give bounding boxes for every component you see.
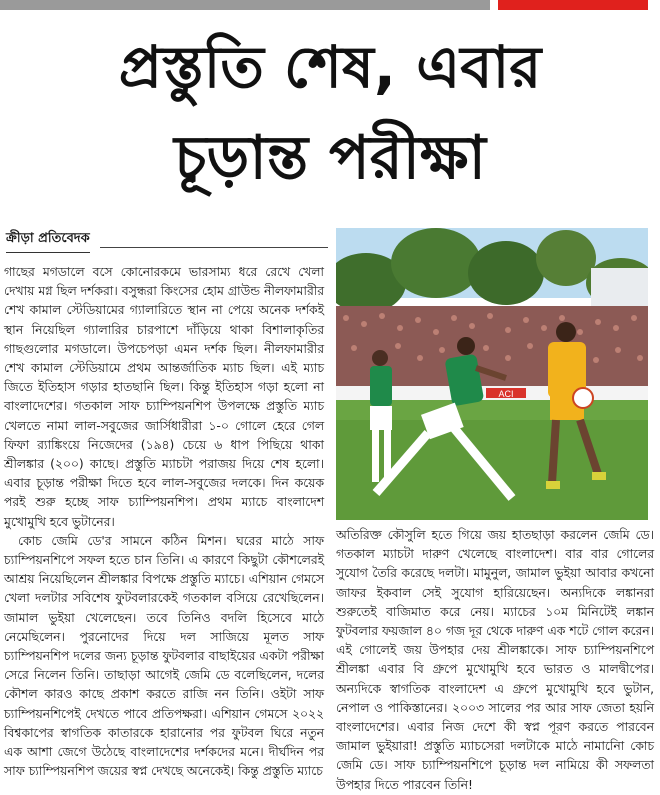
football [573, 388, 593, 408]
byline-rule [100, 247, 328, 248]
ad-board-text: ACI [498, 389, 514, 399]
football-match-image [336, 228, 648, 520]
article-paragraph: কোচ জেমি ডে'র সামনে কঠিন মিশন। ঘরের মাঠে সাফ চ্যাম্পিয়নশিপে সফল হতে চান তিনি। এ কারণে কিছুটা কৌশলেরই আশ্রয় নিয়েছিলেন শ্রীলঙ্কার বিপক্ষে প্রস্তুতি ম্যাচে। এশিয়ান গেমসে খেলা দলটার সবিশেষ ফুটবলারকেই গতকাল বসিয়ে রেখেছিলেন। জামাল ভুইয়া খেলেছেন। তবে তিনিও বদলি হিসেবে মাঠে নেমেছিলেন। পুরনোদের দিয়ে দল সাজিয়ে মূলত সাফ চ্যাম্পিয়নশিপ দলের জন্য চূড়ান্ত ফুটবলার বাছাইয়ের একটা পরীক্ষা সেরে নিলেন তিনি। তাছাড়া আগেই জেমি ডে বলেছিলেন, দলের কৌশল কারও কাছে প্রকাশ করতে রাজি নন তিনি। ওইটা সাফ চ্যাম্পিয়নশিপেই দেখতে পাবে প্রতিপক্ষরা। এশিয়ান গেমসে ২০২২ বিশ্বকাপের স্বাগতিক কাতারকে হারানোর পর ফুটবল ঘিরে নতুন এক আশা জেগে উঠেছে বাংলাদেশের দর্শকদের মনে। দীর্ঘদিন পর সাফ চ্যাম্পিয়নশিপ জয়ের স্বপ্ন দেখছে অনেকেই। কিন্তু প্রস্তুতি ম্যাচে [4, 533, 324, 779]
match-photo [336, 228, 648, 520]
article-column-left [4, 263, 324, 781]
byline: ক্রীড়া প্রতিবেদক [6, 229, 90, 253]
top-gray-bar [0, 0, 490, 10]
top-red-bar [498, 0, 648, 10]
article-column-right [336, 526, 654, 795]
headline-line-1: প্রস্তুতি শেষ, এবার [118, 33, 542, 101]
headline-line-2: চূড়ান্ত পরীক্ষা [174, 123, 486, 193]
article-paragraph: অতিরিক্ত কৌসুলি হতে গিয়ে জয় হাতছাড়া করলেন জেমি ডে। গতকাল ম্যাচটা দারুণ খেলেছে বাংলাদেশ। বার বার গোলের সুযোগ তৈরি করেছে দলটা। মামুনুল, জামাল ভুইয়া আবার কখনো জাফর ইকবাল সেই সুযোগ হারিয়েছেন। অন্যদিকে লঙ্কানরা শুরুতেই বাজিমাত করে নেয়। ম্যাচের ১০ম মিনিটেই লঙ্কান ফুটবলার ফয়জাল ৪০ গজ দূর থেকে দারুণ এক শটে গোল করেন। এই গোলেই জয় উপহার দেয় শ্রীলঙ্কাকে। সাফ চ্যাম্পিয়নশিপে শ্রীলঙ্কা এবার বি গ্রুপে মুখোমুখি হবে ভারত ও মালদ্বীপের। অন্যদিকে স্বাগতিক বাংলাদেশ এ গ্রুপে মুখোমুখি হবে ভুটান, নেপাল ও পাকিস্তানের। ২০০৩ সালের পর আর সাফ জেতা হয়নি বাংলাদেশের। এবার নিজ দেশে কী স্বপ্ন পূরণ করতে পারবেন জামাল ভুইয়ারা! প্রস্তুতি ম্যাচসেরা দলটাকে মাঠে নামানিো কোচ জেমি ডে। সাফ চ্যাম্পিয়নশিপে চূড়ান্ত দল নামিয়ে কী সফলতা উপহার দিতে পারবেন তিনি! [336, 528, 654, 792]
article-paragraph: গাছের মগডালে বসে কোনোরকমে ভারসাম্য ধরে রেখে খেলা দেখায় মগ্ন ছিল দর্শকরা। বসুন্ধরা কিংসের হোম গ্রাউন্ড নীলফামারীর শেখ কামাল স্টেডিয়ামের গ্যালারিতে স্থান না পেয়ে অনেক দর্শকই স্থান নিয়েছিল গ্যালারির চারপাশে দাঁড়িয়ে থাকা বিশালাকৃতির গাছগুলোর মগডালে। উপচেপড়া এমন দর্শক ছিল। নীলফামারীর শেখ কামাল স্টেডিয়ামে প্রথম আন্তর্জাতিক ম্যাচ ছিল। এই ম্যাচ জিতে ইতিহাস গড়ার হাতছানি ছিল। কিন্তু ইতিহাস গড়া হলো না বাংলাদেশের। গতকাল সাফ চ্যাম্পিয়নশিপ উপলক্ষে প্রস্তুতি ম্যাচ খেলতে নামা লাল-সবুজের জার্সিধারীরা ১-০ গোলে হেরে গেল ফিফা র‍্যাঙ্কিংয়ে নিজেদের (১৯৪) চেয়ে ৬ ধাপ পিছিয়ে থাকা শ্রীলঙ্কার (২০০) কাছে। প্রস্তুতি ম্যাচটা পরাজয় দিয়ে শেষ হলো। এবার চূড়ান্ত পরীক্ষা দিতে হবে লাল-সবুজের দলকে। দিন কয়েক পরই শুরু হচ্ছে সাফ চ্যাম্পিয়নশিপ। প্রথম ম্যাচে বাংলাদেশ মুখোমুখি হবে ভুটানের। [4, 265, 324, 529]
